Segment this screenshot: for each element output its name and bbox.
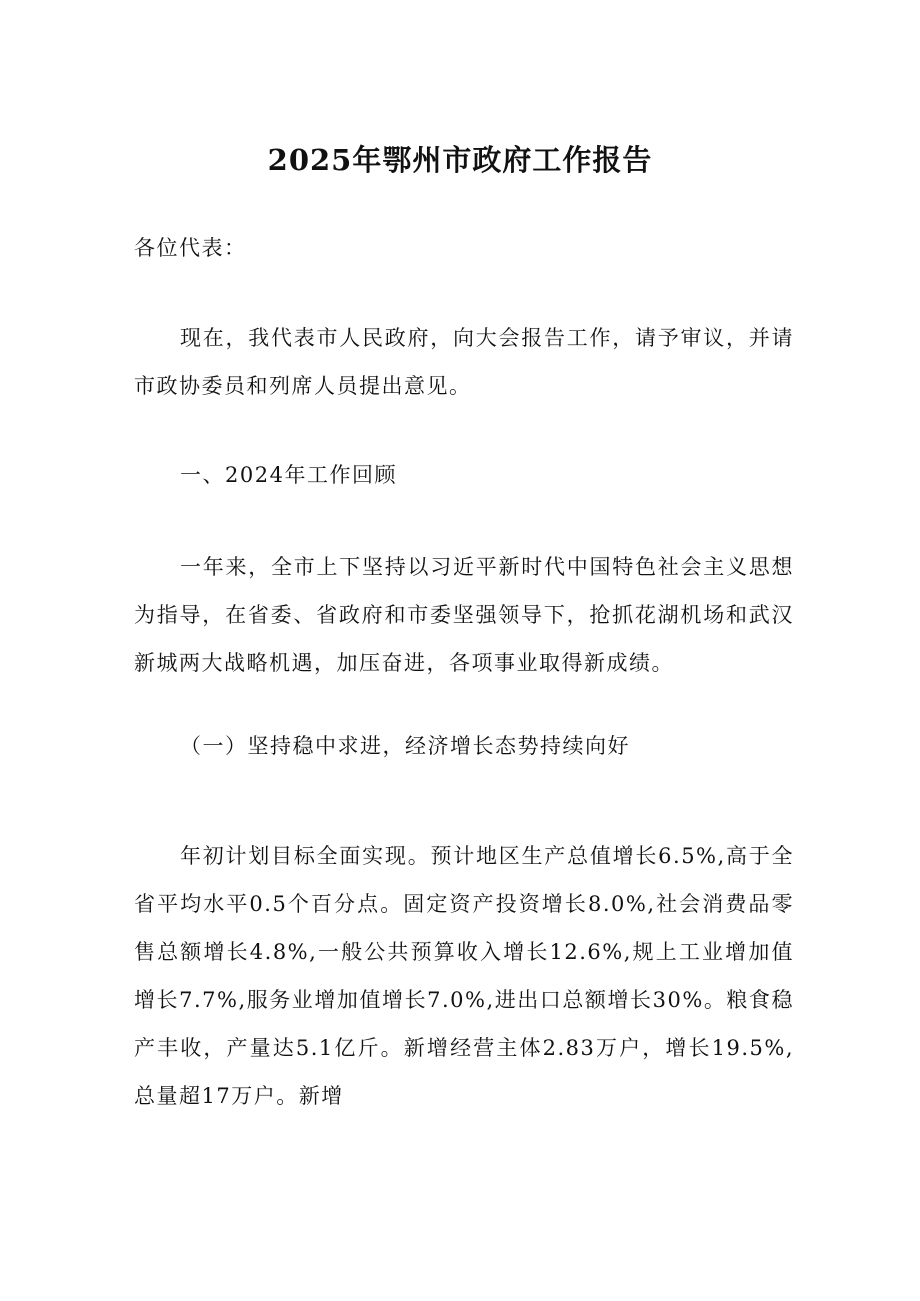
- subsection-heading: （一）坚持稳中求进，经济增长态势持续向好: [180, 734, 630, 758]
- greeting-line: 各位代表：: [134, 236, 247, 260]
- section-heading: 一、2024年工作回顾: [180, 463, 397, 487]
- body-paragraph: 一年来，全市上下坚持以习近平新时代中国特色社会主义思想为指导，在省委、省政府和市委坚强领导下，抢抓花湖机场和武汉新城两大战略机遇，加压奋进，各项事业取得新成绩。: [134, 555, 794, 675]
- document-title: 2025年鄂州市政府工作报告: [267, 143, 653, 177]
- intro-paragraph: 现在，我代表市人民政府，向大会报告工作，请予审议，并请市政协委员和列席人员提出意见。: [134, 326, 794, 398]
- body-paragraph: 年初计划目标全面实现。预计地区生产总值增长6.5%,高于全省平均水平0.5个百分点。固定资产投资增长8.0%,社会消费品零售总额增长4.8%,一般公共预算收入增长12.6%,规上工业增加值增长7.7%,服务业增加值增长7.0%,进出口总额增长30%。粮食稳产丰收，产量达5.1亿斤。新增经营主体2.83万户，增长19.5%,总量超17万户。新增: [134, 844, 794, 1108]
